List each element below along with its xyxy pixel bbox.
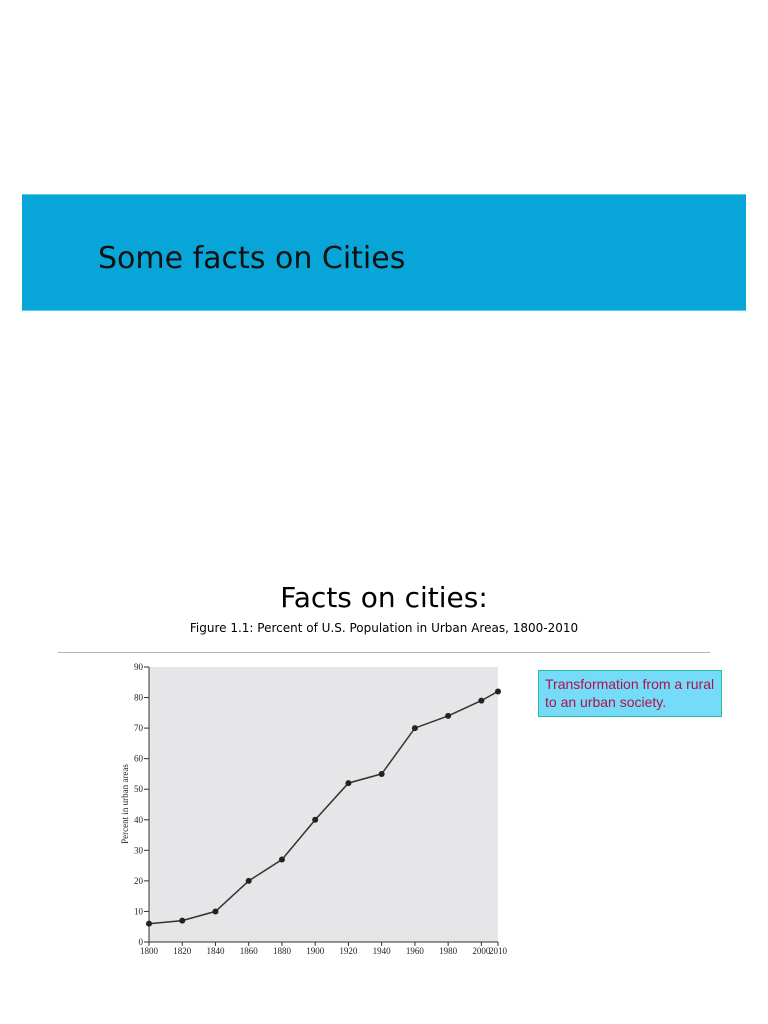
x-tick-label: 1840 <box>206 946 225 956</box>
y-tick-label: 30 <box>134 845 143 856</box>
slide-title: Facts on cities: <box>280 581 488 614</box>
x-tick-label: 1960 <box>405 946 424 956</box>
y-tick-label: 50 <box>134 784 143 795</box>
x-tick-label: 1980 <box>439 946 458 956</box>
x-tick-label: 1900 <box>306 946 325 956</box>
y-tick-label: 40 <box>134 814 143 825</box>
x-tick-label: 1940 <box>372 946 391 956</box>
data-point <box>146 921 152 927</box>
x-tick-label: 1860 <box>239 946 258 956</box>
banner-title: Some facts on Cities <box>98 241 406 276</box>
data-point <box>379 771 385 777</box>
x-tick-label: 1880 <box>272 946 291 956</box>
data-point <box>495 688 501 694</box>
y-tick-label: 70 <box>134 723 143 734</box>
divider-line <box>58 652 710 653</box>
x-tick-label: 1800 <box>140 946 158 956</box>
title-banner <box>22 194 746 311</box>
data-point <box>312 817 318 823</box>
y-tick-label: 20 <box>134 875 143 886</box>
y-tick-label: 80 <box>134 692 143 703</box>
y-tick-label: 0 <box>138 937 143 947</box>
x-tick-label: 1820 <box>173 946 192 956</box>
data-point <box>412 725 418 731</box>
y-tick-label: 60 <box>134 753 143 764</box>
data-point <box>179 918 185 924</box>
y-axis-label: Percent in urban areas <box>120 764 130 844</box>
note-callout: Transformation from a rural to an urban society. <box>538 670 722 717</box>
data-point <box>478 698 484 704</box>
y-tick-label: 10 <box>134 906 143 917</box>
data-point <box>279 857 285 863</box>
y-tick-label: 90 <box>134 662 143 672</box>
data-point <box>212 908 218 914</box>
data-point <box>345 780 351 786</box>
x-tick-label: 2010 <box>489 946 507 956</box>
urban-population-chart <box>110 658 510 958</box>
data-point <box>246 878 252 884</box>
data-point <box>445 713 451 719</box>
figure-caption: Figure 1.1: Percent of U.S. Population in Urban Areas, 1800-2010 <box>189 621 579 635</box>
plot-area <box>149 667 498 942</box>
x-tick-label: 1920 <box>339 946 358 956</box>
x-tick-label: 2000 <box>472 946 491 956</box>
